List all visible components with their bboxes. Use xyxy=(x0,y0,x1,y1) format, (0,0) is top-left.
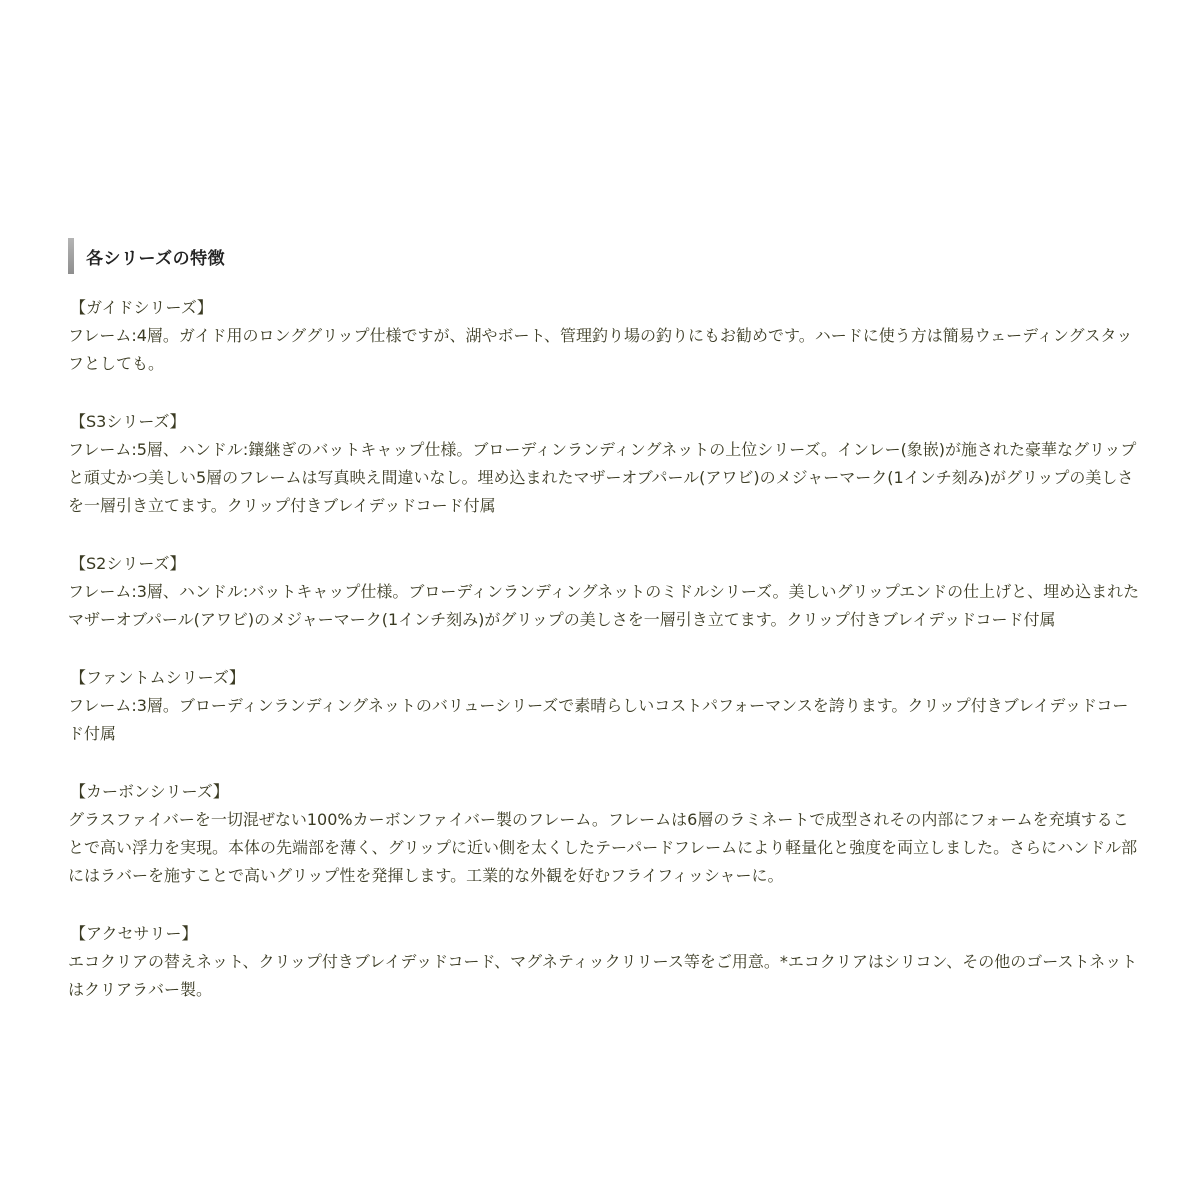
series-title: 【カーボンシリーズ】 xyxy=(70,782,229,801)
series-s3 xyxy=(68,408,1143,520)
series-title: 【ガイドシリーズ】 xyxy=(70,298,213,317)
series-accessories xyxy=(68,920,1143,1004)
series-description: フレーム:3層。ブローディンランディングネットのバリューシリーズで素晴らしいコストパフォーマンスを誇ります。クリップ付きブレイデッドコード付属 xyxy=(68,696,1129,743)
series-carbon xyxy=(68,778,1143,890)
series-description: フレーム:4層。ガイド用のロンググリップ仕様ですが、湖やボート、管理釣り場の釣りにもお勧めです。ハードに使う方は簡易ウェーディングスタッフとしても。 xyxy=(68,326,1133,373)
series-title: 【S2シリーズ】 xyxy=(70,554,186,573)
series-description: フレーム:3層、ハンドル:バットキャップ仕様。ブローディンランディングネットのミドルシリーズ。美しいグリップエンドの仕上げと、埋め込まれたマザーオブパール(アワビ)のメジャーマーク(1インチ刻み)がグリップの美しさを一層引き立てます。クリップ付きブレイデッドコード付属 xyxy=(68,582,1140,629)
series-s2 xyxy=(68,550,1143,634)
series-title: 【S3シリーズ】 xyxy=(70,412,186,431)
series-description: フレーム:5層、ハンドル:鑲継ぎのバットキャップ仕様。ブローディンランディングネットの上位シリーズ。インレー(象嵌)が施された豪華なグリップと頑丈かつ美しい5層のフレームは写真映え間違いなし。埋め込まれたマザーオブパール(アワビ)のメジャーマーク(1インチ刻み)がグリップの美しさを一層引き立てます。クリップ付きブレイデッドコード付属 xyxy=(68,440,1137,515)
series-title: 【アクセサリー】 xyxy=(70,924,198,943)
product-description xyxy=(68,238,1143,1034)
series-description: グラスファイバーを一切混ぜない100%カーボンファイバー製のフレーム。フレームは6層のラミネートで成型されその内部にフォームを充填することで高い浮力を実現。本体の先端部を薄く、グリップに近い側を太くしたテーパードフレームにより軽量化と強度を両立しました。さらにハンドル部にはラバーを施すことで高いグリップ性を発揮します。工業的な外観を好むフライフィッシャーに。 xyxy=(68,810,1138,885)
series-description: エコクリアの替えネット、クリップ付きブレイデッドコード、マグネティックリリース等をご用意。*エコクリアはシリコン、その他のゴーストネットはクリアラバー製。 xyxy=(68,952,1138,999)
series-guide xyxy=(68,294,1143,378)
page-title: 各シリーズの特徴 xyxy=(86,248,226,269)
series-phantom xyxy=(68,664,1143,748)
series-title: 【ファントムシリーズ】 xyxy=(70,668,245,687)
heading-accent-bar xyxy=(68,238,74,274)
section-heading xyxy=(68,238,1143,274)
